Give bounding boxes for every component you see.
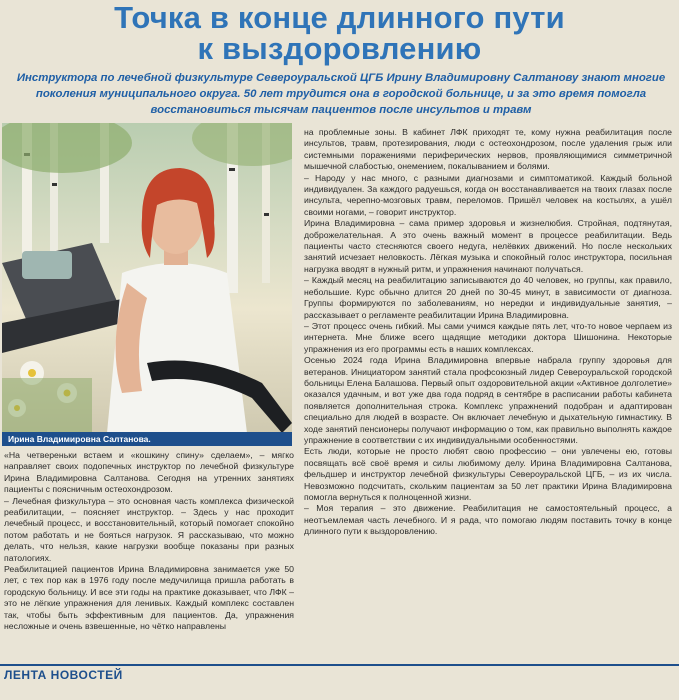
paragraph: «На четвереньки встаем и «кошкину спину» сделаем», – мягко направляет своих подопечных инструктор по лечебной физкультуре Ирина Владимировна Салтанова. Сегодня на утренних занятиях пациенты с поясничным остеохондрозом. [4, 450, 294, 495]
headline-line-2: к выздоровлению [197, 31, 482, 66]
paragraph: – Каждый месяц на реабилитацию записываются до 40 человек, но группы, как правило, небольшие. Курс обычно длится 20 дней по 30-45 минут, в зависимости от диагноза. Группы формируются по заболеваниям, но нередки и индивидуальные занятия, – рассказывает о регламенте реабилитации Ирина Владимировна. [304, 275, 672, 320]
paragraph: на проблемные зоны. В кабинет ЛФК приходят те, кому нужна реабилитация после инсультов, травм, протезирования, люди с остеохондрозом, после удаления грыж или системными поражениями периферических нервов, проявляющимися симметричной мышечной слабостью, онемением, покалыванием и болями. [304, 127, 672, 172]
footer-divider [0, 664, 679, 666]
left-column [4, 450, 294, 633]
paragraph: – Народу у нас много, с разными диагнозами и симптоматикой. Каждый больной индивидуален. За каждого радуешься, когда он восстанавливается на твоих глазах после инсульта, черепно-мозговых травм, переломов. Пришёл человек на костылях, а ушёл своими ногами, – говорит инструктор. [304, 172, 672, 217]
lead-paragraph: Инструктора по лечебной физкультуре Североуральской ЦГБ Ирину Владимировну Салтанову знают многие поколения муниципального округа. 50 лет трудится она в городской больнице, и за это время помогла восстановиться тысячам пациентов после инсультов и травм [16, 72, 666, 116]
headline-line-1: Точка в конце длинного пути [114, 0, 565, 35]
paragraph: Ирина Владимировна – сама пример здоровья и жизнелюбия. Стройная, подтянутая, доброжелательная. А это очень важный момент в процессе реабилитации. Ведь пациенты часто стесняются своего недуга, нелёвких движений. Но после нескольких занятий исчезает неловкость. Лёгкая музыка и спокойный голос инструктора, посильная нагрузка вводят в нужный ритм, и упражнения начинают получаться. [304, 218, 672, 274]
photo-illustration [2, 123, 292, 433]
right-column [304, 127, 672, 538]
photo-caption: Ирина Владимировна Салтанова. [2, 432, 292, 446]
paragraph: Реабилитацией пациентов Ирина Владимировна занимается уже 50 лет, с тех пор как в 1976 году после медучилища пришла работать в городскую больницу. И все эти годы на практике доказывает, что ЛФК – это не лёгкие упражнения для ленивых. Каждый комплекс составлен так, чтобы быть эффективным для пациентов. Да, упражнения несложные и очень взвешенные, но чётко направлены [4, 564, 294, 632]
paragraph: – Этот процесс очень гибкий. Мы сами учимся каждые пять лет, что-то новое черпаем из интернета. Мне ближе всего щадящие методики доктора Шишонина. Некоторые упражнения из его программы есть в наших комплексах. [304, 320, 672, 354]
paragraph: – Лечебная физкультура – это основная часть комплекса физической реабилитации, – поясняет инструктор. – Здесь у нас проходит лечебный процесс, и восстановительный, который помогает спокойно потом работать и не бояться нагрузок. Я рассказываю, что можно делать, что нельзя, какие нагрузки вообще показаны при разных патологиях. [4, 495, 294, 563]
headline [0, 2, 679, 64]
portrait-photo [2, 123, 292, 433]
paragraph: Есть люди, которые не просто любят свою профессию – они увлечены ею, готовы посвящать всё своё время и силы любимому делу. Ирина Владимировна Салтанова, фельдшер и инструктор лечебной физкультуры Североуральской ЦГБ, – из их числа. Невозможно подсчитать, скольким пациентам за 50 лет практики Ирина Владимировна помогла вернуться к полноценной жизни. [304, 446, 672, 502]
section-label: ЛЕНТА НОВОСТЕЙ [4, 668, 123, 682]
paragraph: Осенью 2024 года Ирина Владимировна впервые набрала группу здоровья для ветеранов. Инициатором занятий стала профсоюзный лидер Североуральской городской больницы Елена Балашова. Первый опыт оздоровительной акции «Активное долголетие» оказался удачным, и вот уже два года подряд в сентябре в расписании работы кабинета появляется дополнительная строка. Комплекс упражнений подобран и адаптирован специально для людей в возрасте. Он включает лечебную и дыхательную гимнастику. В ходе занятий пенсионеры получают информацию о том, как правильно выполнять каждое упражнение в соответствии с их индивидуальными особенностями. [304, 355, 672, 445]
paragraph: – Моя терапия – это движение. Реабилитация не самостоятельный процесс, а неотъемлемая часть лечебного. И я рада, что помогаю людям поставить точку в конце длинного пути к выздоровлению. [304, 503, 672, 537]
